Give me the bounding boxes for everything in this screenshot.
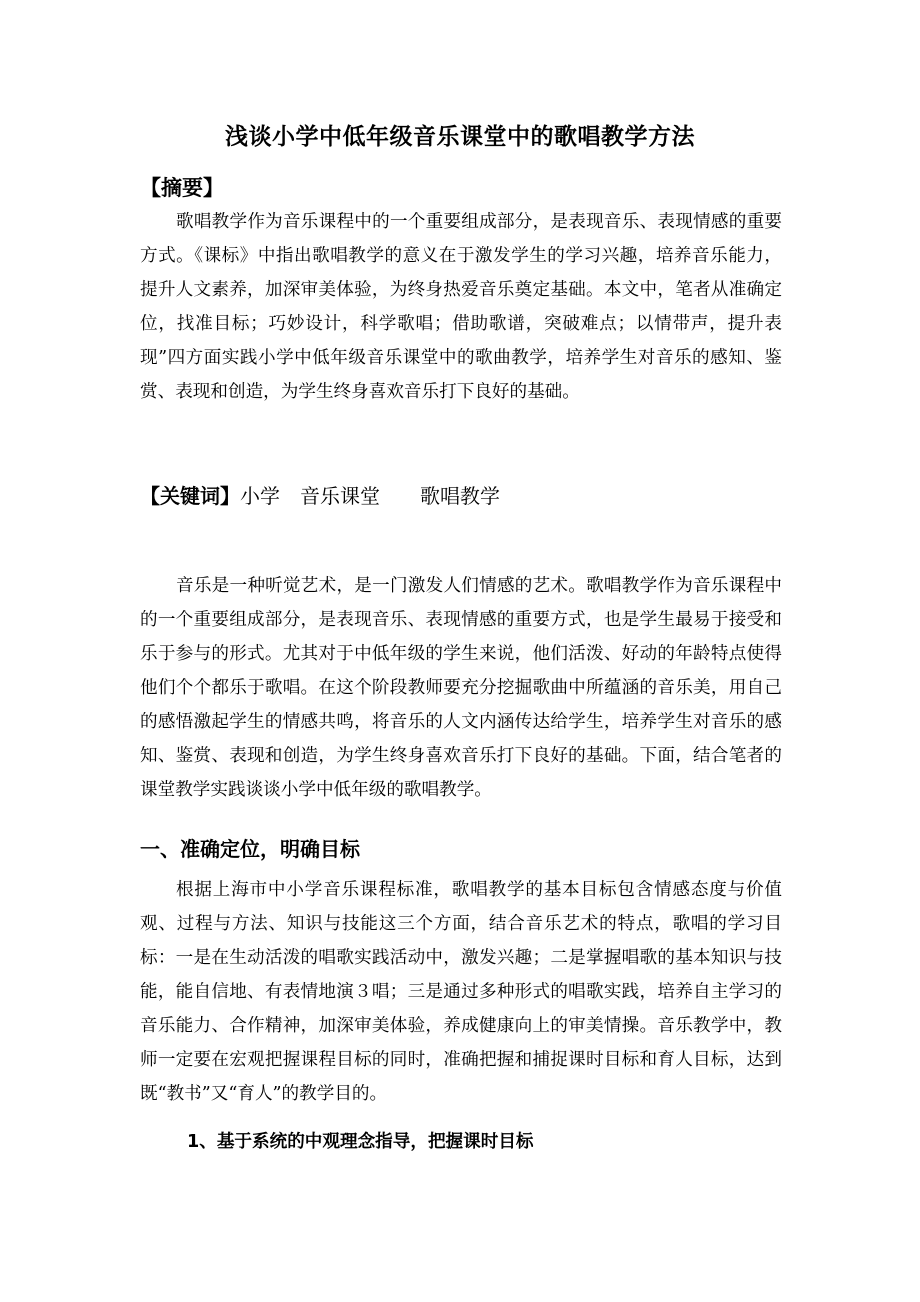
abstract-heading: 【摘要】: [140, 176, 224, 200]
abstract-paragraph: 歌唱教学作为音乐课程中的一个重要组成部分，是表现音乐、表现情感的重要方式。《课标》中指出歌唱教学的意义在于激发学生的学习兴趣，培养音乐能力，提升人文素养，加深审美体验，为终身热爱音乐奠定基础。本文中，笔者从准确定位，找准目标；巧妙设计，科学歌唱；借助歌谱，突破难点；以情带声，提升表现”四方面实践小学中低年级音乐课堂中的歌曲教学，培养学生对音乐的感知、鉴赏、表现和创造，为学生终身喜欢音乐打下良好的基础。: [140, 212, 782, 402]
keywords-line: [140, 480, 500, 509]
intro-paragraph: 音乐是一种听觉艺术，是一门激发人们情感的艺术。歌唱教学作为音乐课程中的一个重要组成部分，是表现音乐、表现情感的重要方式，也是学生最易于接受和乐于参与的形式。尤其对于中低年级的学生来说，他们活泼、好动的年龄特点使得他们个个都乐于歌唱。在这个阶段教师要充分挖掘歌曲中所蕴涵的音乐美，用自己的感悟激起学生的情感共鸣，将音乐的人文内涵传达给学生，培养学生对音乐的感知、鉴赏、表现和创造，为学生终身喜欢音乐打下良好的基础。下面，结合笔者的课堂教学实践谈谈小学中低年级的歌唱教学。: [140, 576, 782, 800]
subsection-heading-1: 1、基于系统的中观理念指导，把握课时目标: [187, 1132, 534, 1152]
keywords-text: 小学 音乐课堂 歌唱教学: [240, 484, 500, 508]
section-heading-1: 一、准确定位，明确目标: [140, 837, 360, 861]
keywords-label: 【关键词】: [140, 484, 240, 508]
document-title: 浅谈小学中低年级音乐课堂中的歌唱教学方法: [225, 124, 695, 150]
section-1-paragraph: 根据上海市中小学音乐课程标准，歌唱教学的基本目标包含情感态度与价值观、过程与方法、知识与技能这三个方面，结合音乐艺术的特点，歌唱的学习目标：一是在生动活泼的唱歌实践活动中，激发兴趣；二是掌握唱歌的基本知识与技能，能自信地、有表情地演３唱；三是通过多种形式的唱歌实践，培养自主学习的音乐能力、合作精神，加深审美体验，养成健康向上的审美情操。音乐教学中，教师一定要在宏观把握课程目标的同时，准确把握和捕捉课时目标和育人目标，达到既“教书”又“育人”的教学目的。: [140, 880, 782, 1104]
